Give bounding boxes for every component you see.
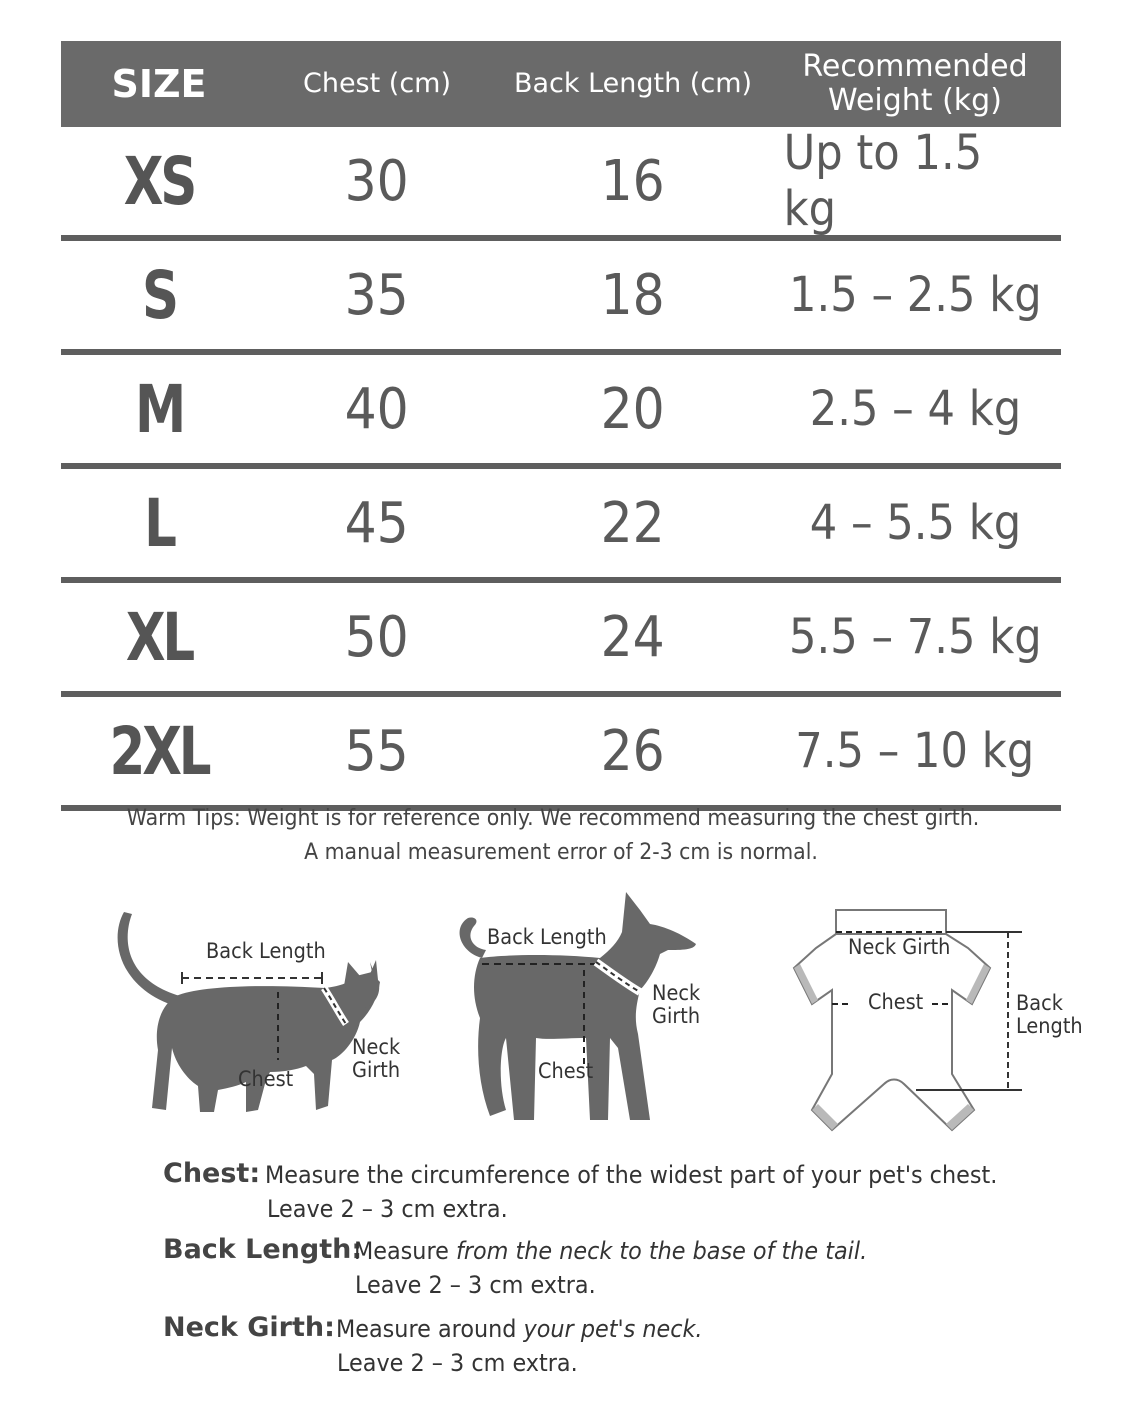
- size-cell: 2XL: [109, 712, 209, 790]
- definition-text: Leave 2 – 3 cm extra.: [355, 1271, 596, 1299]
- table-row: [61, 583, 1061, 697]
- table-row: [61, 697, 1061, 811]
- back-length-cell: 22: [600, 490, 666, 556]
- header-chest: Chest (cm): [302, 67, 452, 99]
- weight-cell: 2.5 – 4 kg: [809, 381, 1021, 437]
- definition-text: Leave 2 – 3 cm extra.: [337, 1349, 578, 1377]
- weight-cell: 5.5 – 7.5 kg: [788, 609, 1042, 665]
- definition-text: [336, 1315, 703, 1343]
- table-header: [61, 41, 1061, 127]
- chest-cell-wrap: [257, 355, 497, 463]
- size-cell: M: [134, 370, 184, 448]
- chest-cell-wrap: [257, 127, 497, 235]
- table-row: [61, 127, 1061, 241]
- table-row: [61, 355, 1061, 469]
- header-weight-line1: Recommended: [802, 49, 1028, 85]
- chest-cell: 35: [344, 262, 410, 328]
- back-length-cell: 24: [600, 604, 666, 670]
- dog-back-length-label: Back Length: [487, 925, 607, 949]
- weight-cell: 4 – 5.5 kg: [809, 495, 1021, 551]
- garment-back-line2: Length: [1016, 1014, 1083, 1039]
- chest-cell: 50: [344, 604, 410, 670]
- definition-term: Back Length:: [163, 1234, 363, 1265]
- back-cell-wrap: [497, 469, 769, 577]
- weight-cell-wrap: [769, 697, 1061, 805]
- dog-measurement-diagram: [450, 888, 720, 1128]
- back-cell-wrap: [497, 241, 769, 349]
- header-size: SIZE: [111, 61, 207, 106]
- table-row: [61, 241, 1061, 355]
- cat-chest-label: Chest: [238, 1067, 294, 1091]
- size-cell: S: [142, 256, 176, 334]
- definition-text: [354, 1237, 867, 1265]
- weight-cell-wrap: [769, 127, 1061, 235]
- definition-text-a: Measure: [354, 1237, 456, 1265]
- weight-cell: Up to 1.5 kg: [783, 125, 983, 237]
- table-row: [61, 469, 1061, 583]
- header-weight-line2: Weight (kg): [828, 83, 1002, 118]
- warm-tips-line2: A manual measurement error of 2-3 cm is normal.: [304, 840, 818, 865]
- back-cell-wrap: [497, 127, 769, 235]
- header-back-length: Back Length (cm): [513, 67, 753, 99]
- chest-cell: 40: [344, 376, 410, 442]
- back-length-cell: 26: [600, 718, 666, 784]
- size-cell: XL: [125, 598, 193, 676]
- back-cell-wrap: [497, 355, 769, 463]
- cat-measurement-diagram: [110, 900, 420, 1130]
- back-length-cell: 20: [600, 376, 666, 442]
- definition-text: Leave 2 – 3 cm extra.: [267, 1195, 508, 1223]
- chest-cell: 30: [344, 148, 410, 214]
- weight-cell-wrap: [769, 469, 1061, 577]
- dog-chest-label: Chest: [538, 1059, 594, 1083]
- definition-term: Chest:: [163, 1158, 261, 1189]
- weight-cell-wrap: [769, 355, 1061, 463]
- size-cell: XS: [123, 142, 195, 220]
- garment-chest-label: Chest: [868, 990, 924, 1014]
- chest-cell-wrap: [257, 241, 497, 349]
- cat-neck-line2: Girth: [352, 1058, 401, 1083]
- dog-neck-line1: Neck: [652, 981, 701, 1005]
- back-cell-wrap: [497, 697, 769, 805]
- garment-measurement-diagram: [786, 904, 1086, 1136]
- garment-back-length-label: [1016, 992, 1083, 1038]
- cat-neck-label: [352, 1036, 400, 1082]
- chest-cell-wrap: [257, 583, 497, 691]
- back-length-cell: 16: [600, 148, 666, 214]
- weight-cell-wrap: [769, 583, 1061, 691]
- definition-text: Measure the circumference of the widest part of your pet's chest.: [265, 1161, 998, 1189]
- definition-text-b: from the neck to the base of the tail.: [455, 1237, 868, 1265]
- dog-neck-label: [652, 982, 700, 1028]
- cat-neck-line1: Neck: [352, 1035, 401, 1059]
- weight-cell: 1.5 – 2.5 kg: [788, 267, 1042, 323]
- garment-back-line1: Back: [1016, 991, 1063, 1015]
- warm-tips-line1: Warm Tips: Weight is for reference only. We recommend measuring the chest girth.: [126, 806, 980, 831]
- definition-text-b: your pet's neck.: [523, 1315, 703, 1343]
- size-cell: L: [144, 484, 174, 562]
- weight-cell: 7.5 – 10 kg: [795, 723, 1035, 779]
- cat-silhouette-icon: [110, 900, 420, 1130]
- definition-term: Neck Girth:: [163, 1312, 335, 1343]
- back-cell-wrap: [497, 583, 769, 691]
- size-chart-table: [61, 41, 1061, 811]
- garment-neck-girth-label: Neck Girth: [848, 935, 951, 959]
- chest-cell-wrap: [257, 469, 497, 577]
- chest-cell: 45: [344, 490, 410, 556]
- definition-text-a: Measure around: [336, 1315, 524, 1343]
- header-weight: [769, 41, 1061, 127]
- weight-cell-wrap: [769, 241, 1061, 349]
- chest-cell-wrap: [257, 697, 497, 805]
- cat-back-length-label: Back Length: [206, 939, 326, 963]
- dog-neck-line2: Girth: [652, 1004, 701, 1029]
- chest-cell: 55: [344, 718, 410, 784]
- back-length-cell: 18: [600, 262, 666, 328]
